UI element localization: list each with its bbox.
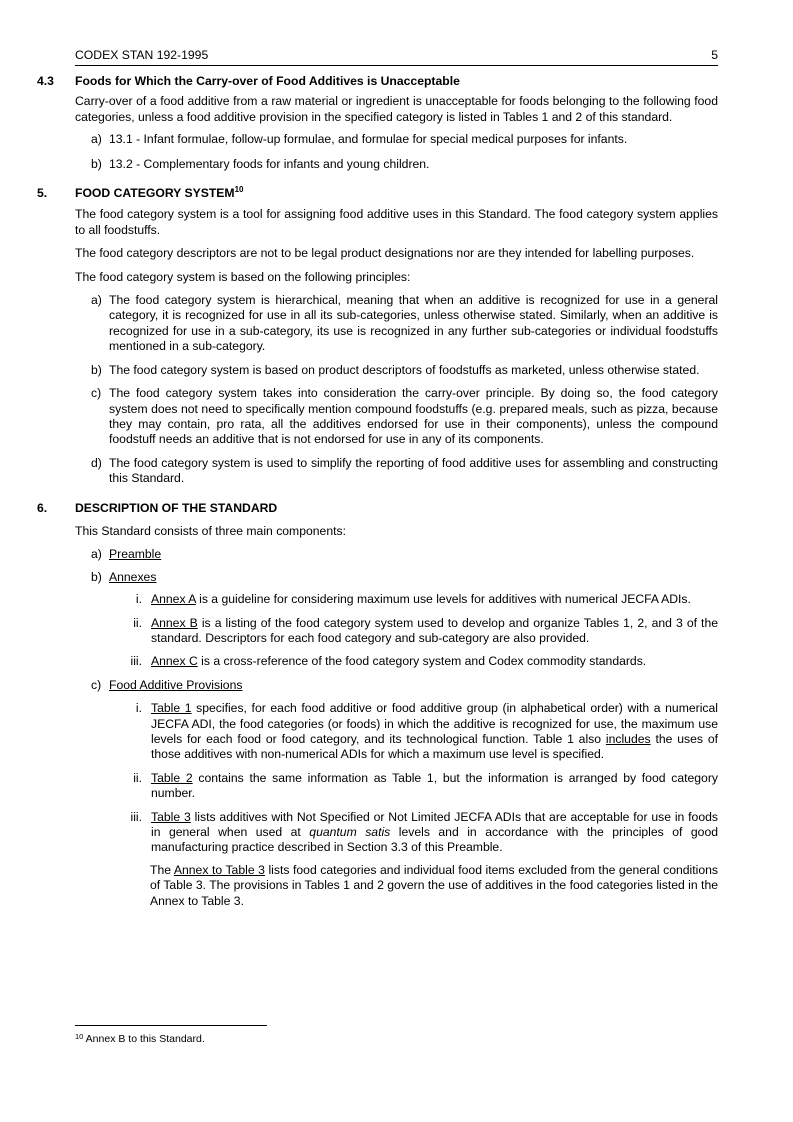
sub-list-text: levels and in accordance with the principles of good manufacturing practice described in Section 3.3 of this Preamble. (151, 825, 718, 855)
page-number: 5 (711, 48, 718, 62)
footnote-divider (75, 1025, 267, 1026)
annexes-link[interactable]: Annexes (109, 569, 157, 584)
section-6-heading (37, 501, 718, 516)
section-title-text: FOOD CATEGORY SYSTEM (75, 186, 235, 201)
underlined-word: includes (605, 732, 651, 746)
food-additive-provisions-link[interactable]: Food Additive Provisions (109, 677, 243, 692)
italic-term: quantum satis (309, 825, 391, 840)
annex-to-table-3-note (150, 863, 718, 909)
sub-list-item (112, 592, 718, 607)
note-text: The (150, 862, 174, 877)
section-title (75, 186, 718, 201)
footnote (75, 1032, 205, 1046)
sub-list-text: is a cross-reference of the food category system and Codex commodity standards. (197, 654, 647, 669)
sub-list-item (112, 810, 718, 856)
document-code: CODEX STAN 192-1995 (75, 48, 209, 62)
footnote-text: Annex B to this Standard. (83, 1033, 205, 1045)
sub-list-item (112, 654, 718, 669)
list-item (91, 293, 718, 355)
list-item-preamble (91, 547, 718, 562)
roman-label: i. (135, 701, 142, 716)
list-text: 13.2 - Complementary foods for infants and young children. (109, 156, 430, 171)
table-3-link[interactable]: Table 3 (151, 809, 191, 824)
roman-label: i. (135, 592, 142, 607)
roman-label: iii. (130, 809, 142, 824)
annex-a-link[interactable]: Annex A (151, 592, 196, 607)
annex-b-link[interactable]: Annex B (151, 615, 198, 630)
roman-label: iii. (130, 654, 142, 669)
note-text: lists food categories and individual food items excluded from the general conditions of Table 3. The provisions in Tables 1 and 2 govern the use of additives in the food categories listed in the Annex to Table 3. (150, 862, 718, 908)
section-title: Foods for Which the Carry-over of Food Additives is Unacceptable (75, 74, 460, 88)
roman-label: ii. (133, 615, 142, 630)
sub-list-text: specifies, for each food additive or food additive group (in alphabetical order) with a numerical JECFA ADI, the food categories (or foods) in which the additive is recognized for use, the maximum use levels for each food or food category, and its technological function. Table 1 also (151, 701, 718, 746)
paragraph: The food category system is based on the following principles: (75, 269, 411, 284)
list-text: 13.1 - Infant formulae, follow-up formulae, and formulae for special medical purposes for infants. (109, 132, 628, 147)
sub-list-text: contains the same information as Table 1, but the information is arranged by food category number. (151, 770, 718, 801)
list-label: a) (91, 293, 102, 308)
list-text: The food category system is used to simplify the reporting of food additive uses for assembling and constructing this Standard. (109, 455, 718, 486)
footnote-number: 10 (75, 1032, 84, 1041)
footnote-reference: 10 (234, 185, 244, 195)
sub-list-item (112, 701, 718, 763)
sub-list-item (112, 616, 718, 647)
section-number: 6. (37, 500, 48, 515)
paragraph: This Standard consists of three main components: (75, 523, 346, 538)
list-label: c) (91, 386, 102, 401)
sub-list-text: is a guideline for considering maximum use levels for additives with numerical JECFA ADIs. (195, 592, 691, 607)
list-item (91, 132, 718, 147)
list-label: a) (91, 132, 102, 147)
list-item (91, 386, 718, 448)
sub-list-item (112, 771, 718, 802)
list-text: The food category system is based on product descriptors of foodstuffs as marketed, unless otherwise stated. (109, 362, 700, 377)
list-item-annexes (91, 570, 718, 585)
list-label: c) (91, 677, 102, 692)
list-label: a) (91, 547, 102, 562)
roman-label: ii. (133, 770, 142, 785)
paragraph: The food category system is a tool for assigning food additive uses in this Standard. The food category system applies to all foodstuffs. (75, 207, 718, 237)
section-5-heading (37, 186, 718, 201)
list-item (91, 363, 718, 378)
table-1-link[interactable]: Table 1 (151, 701, 192, 716)
sub-list-text: the uses of those additives with non-numerical ADIs for which a maximum use level is specified. (151, 732, 718, 762)
list-label: b) (91, 569, 102, 584)
list-text: The food category system is hierarchical, meaning that when an additive is recognized for use in a general category, it is recognized for use in all its sub-categories, unless otherwise stated. Similarly, when an additive is recognized for use in a sub-category, its use is recognized in any further sub-categories or individual foodstuffs mentioned in a sub-category. (109, 293, 718, 354)
page-content (37, 74, 718, 909)
list-text: The food category system takes into consideration the carry-over principle. By doing so, the food category system does not need to specifically mention compound foodstuffs (e.g. prepared meals, such as pizza, because they may contain, pro rata, all the additives endorsed for use in their components), unless the compound foodstuff needs an additive that is not endorsed for use in any of its components. (109, 386, 718, 447)
paragraph: Carry-over of a food additive from a raw material or ingredient is unacceptable for foods belonging to the following food categories, unless a food additive provision in the specified category is listed in Tables 1 and 2 of this standard. (75, 94, 718, 124)
list-label: b) (91, 156, 102, 171)
list-item-food-additive-provisions (91, 678, 718, 693)
list-item (91, 456, 718, 487)
section-title: DESCRIPTION OF THE STANDARD (75, 500, 278, 515)
section-number: 4.3 (37, 74, 54, 88)
annex-to-table-3-link[interactable]: Annex to Table 3 (173, 862, 265, 877)
list-label: d) (91, 455, 102, 470)
section-number: 5. (37, 186, 48, 201)
sub-list-text: lists additives with Not Specified or Not Limited JECFA ADIs that are acceptable for use in foods in general when used at (151, 809, 718, 840)
page-header (75, 47, 718, 66)
section-4-3-heading (37, 74, 718, 89)
sub-list-text: is a listing of the food category system used to develop and organize Tables 1, 2, and 3 of the standard. Descriptors for each food category and sub-category are also provided. (151, 615, 718, 645)
list-label: b) (91, 362, 102, 377)
table-2-link[interactable]: Table 2 (151, 770, 193, 785)
annex-c-link[interactable]: Annex C (151, 654, 198, 669)
list-item (91, 157, 718, 172)
preamble-link[interactable]: Preamble (109, 547, 162, 562)
paragraph: The food category descriptors are not to be legal product designations nor are they intended for labelling purposes. (75, 246, 695, 261)
